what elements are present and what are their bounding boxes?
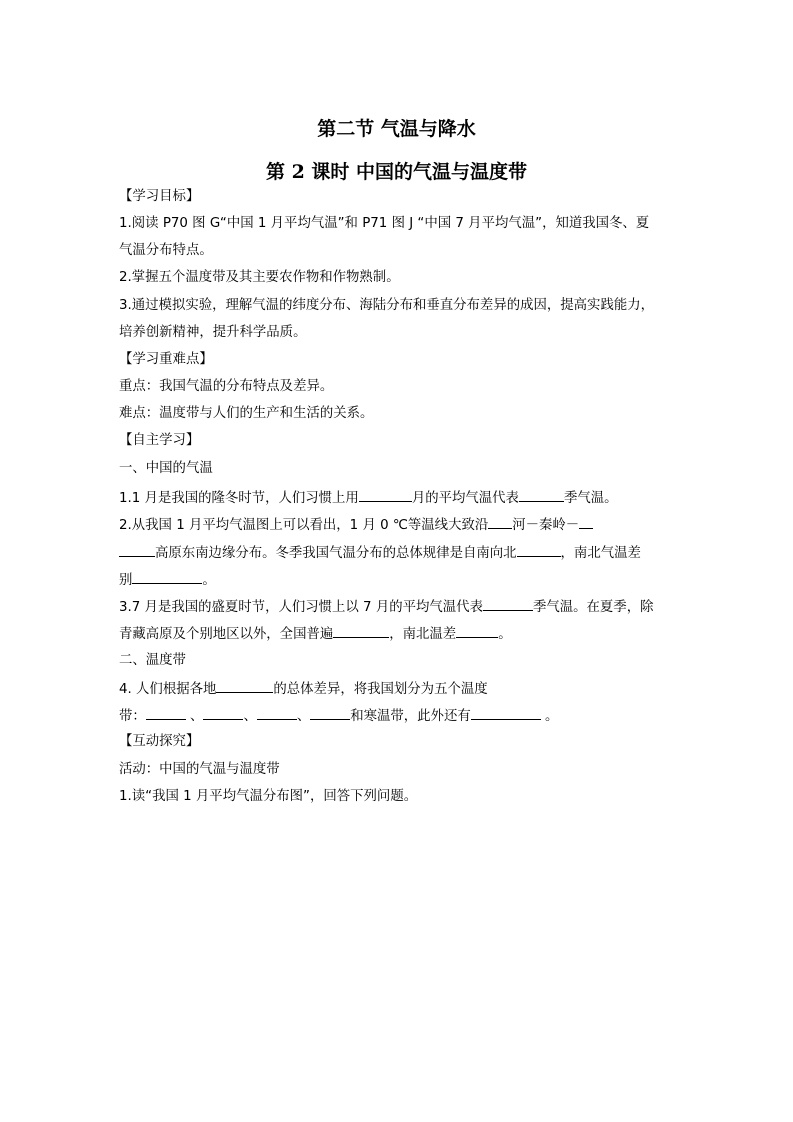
- section-title: 第二节 气温与降水: [317, 118, 476, 140]
- question-3-text-a: 3.7 月是我国的盛夏时节，人们习惯上以 7 月的平均气温代表: [119, 600, 483, 615]
- key-point: 重点：我国气温的分布特点及差异。: [119, 379, 334, 394]
- question-3-text-c: 青藏高原及个别地区以外，全国普遍: [119, 627, 334, 642]
- answer-blank[interactable]: [359, 487, 412, 502]
- answer-blank[interactable]: [483, 596, 533, 611]
- question-2-line-2: [119, 542, 641, 564]
- activity-title: 活动：中国的气温与温度带: [119, 762, 280, 777]
- answer-blank[interactable]: [146, 705, 186, 720]
- answer-blank[interactable]: [519, 487, 564, 502]
- answer-blank[interactable]: [132, 569, 202, 584]
- explore-heading: 【互动探究】: [119, 734, 200, 749]
- question-2-text-c: 高原东南边缘分布。冬季我国气温分布的总体规律是自南向北: [155, 546, 517, 561]
- goal-1-line-1: 1.阅读 P70 图 G“中国 1 月平均气温”和 P71 图 J “中国 7 月平均气温”，知道我国冬、夏: [119, 216, 650, 231]
- self-study-heading: 【自主学习】: [119, 433, 200, 448]
- part-1-heading: 一、中国的气温: [119, 461, 213, 476]
- answer-blank[interactable]: [488, 514, 512, 529]
- question-3-text-d: ，南北温差: [389, 627, 457, 642]
- question-3-text-e: 。: [498, 627, 512, 642]
- answer-blank[interactable]: [471, 705, 541, 720]
- lesson-title: 第 2 课时 中国的气温与温度带: [265, 161, 528, 183]
- answer-blank[interactable]: [579, 514, 593, 529]
- goal-3-line-2: 培养创新精神，提升科学品质。: [119, 325, 307, 340]
- goal-2: 2.掌握五个温度带及其主要农作物和作物熟制。: [119, 270, 400, 285]
- answer-blank[interactable]: [310, 705, 350, 720]
- question-2-text-b: 河－秦岭－: [512, 518, 580, 533]
- question-4-line-1: [119, 678, 488, 700]
- goals-heading: 【学习目标】: [119, 189, 200, 204]
- question-4-line-2: [119, 705, 558, 727]
- answer-blank[interactable]: [119, 542, 155, 557]
- difficult-point: 难点：温度带与人们的生产和生活的关系。: [119, 406, 374, 421]
- answer-blank[interactable]: [333, 623, 389, 638]
- keypoints-heading: 【学习重难点】: [119, 352, 213, 367]
- question-1-text-b: 月的平均气温代表: [411, 491, 519, 506]
- question-3-line-2: [119, 623, 512, 645]
- question-2-line-1: [119, 514, 593, 536]
- question-2-text-f: 。: [202, 573, 216, 588]
- question-4-text-b: 的总体差异，将我国划分为五个温度: [273, 682, 488, 697]
- answer-blank[interactable]: [216, 678, 273, 693]
- answer-blank[interactable]: [203, 705, 243, 720]
- question-1-text-c: 季气温。: [563, 491, 618, 506]
- question-2-text-a: 2.从我国 1 月平均气温图上可以看出，1 月 0 ℃等温线大致沿: [119, 518, 489, 533]
- goal-1-line-2: 气温分布特点。: [119, 243, 213, 258]
- part-2-heading: 二、温度带: [119, 653, 186, 668]
- question-3-line-1: [119, 596, 653, 618]
- question-4-text-d: 、: [185, 709, 204, 724]
- answer-blank[interactable]: [257, 705, 297, 720]
- answer-blank[interactable]: [517, 542, 561, 557]
- question-4-text-h: 。: [540, 709, 559, 724]
- goal-3-line-1: 3.通过模拟实验，理解气温的纬度分布、海陆分布和垂直分布差异的成因，提高实践能力，: [119, 298, 655, 313]
- question-4-text-e: 、: [243, 709, 257, 724]
- question-2-text-e: 别: [119, 573, 133, 588]
- question-4-text-c: 带：: [119, 709, 146, 724]
- question-4-text-a: 4. 人们根据各地: [119, 682, 217, 697]
- question-2-text-d: ，南北气温差: [560, 546, 641, 561]
- question-4-text-g: 和寒温带，此外还有: [350, 709, 471, 724]
- answer-blank[interactable]: [456, 623, 498, 638]
- question-4-text-f: 、: [296, 709, 311, 724]
- question-1-text-a: 1.1 月是我国的隆冬时节，人们习惯上用: [119, 491, 359, 506]
- explore-question-1: 1.读“我国 1 月平均气温分布图”，回答下列问题。: [119, 789, 418, 804]
- question-1: [119, 487, 618, 509]
- question-2-line-3: [119, 569, 216, 591]
- question-3-text-b: 季气温。在夏季，除: [532, 600, 654, 615]
